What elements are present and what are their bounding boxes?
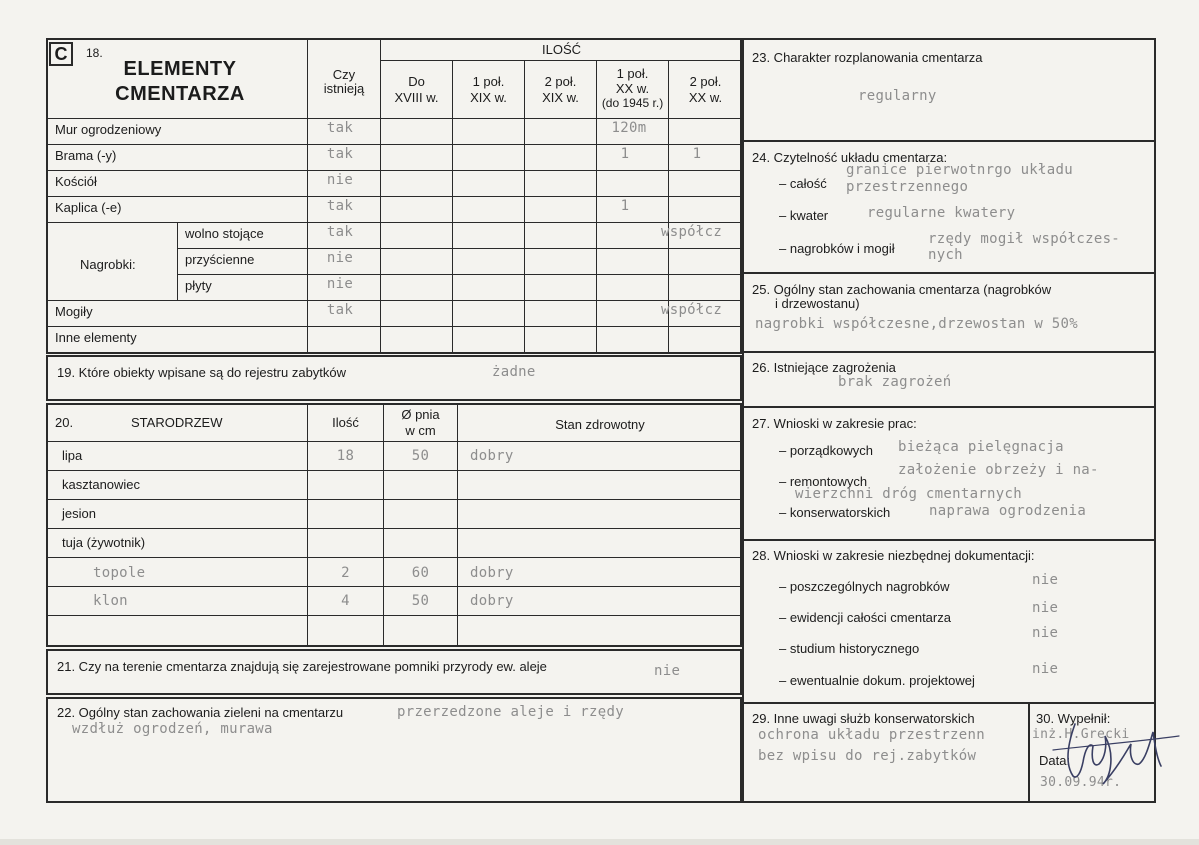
section-24-calosc-label: – całość	[779, 176, 827, 191]
qty-brama-1: 1	[620, 146, 630, 162]
section-20-title: STARODRZEW	[131, 415, 223, 430]
section-30-date-label: Data:	[1039, 753, 1071, 768]
section-27-porzadkowych-label: – porządkowych	[779, 443, 873, 458]
section-22-value-2: wzdłuż ogrodzeń, murawa	[72, 721, 273, 737]
period-3-line1: 2 poł.	[544, 74, 577, 89]
section-20-box	[46, 403, 742, 647]
col-exists-header-2: istnieją	[323, 81, 365, 96]
tree-name: tuja (żywotnik)	[62, 535, 146, 550]
section-29-value-1: ochrona układu przestrzenn	[758, 727, 985, 743]
tree-diam: 50	[411, 593, 430, 609]
tree-health: dobry	[470, 448, 514, 464]
section-19-value: żadne	[492, 364, 536, 380]
tree-name: kasztanowiec	[62, 477, 141, 492]
tree-qty: 18	[336, 448, 355, 464]
period-4-line1: 1 poł.	[616, 66, 649, 81]
tree-name-typed: klon	[93, 593, 128, 609]
doc-item-value: nie	[1032, 572, 1059, 588]
exists-brama: tak	[326, 146, 354, 162]
section-21-value: nie	[654, 663, 681, 679]
row-label-kosciol: Kościół	[55, 174, 97, 189]
tree-diam: 60	[411, 565, 430, 581]
row-label-przyscienne: przyścienne	[185, 252, 255, 267]
tree-name: jesion	[62, 506, 96, 521]
row-label-plyty: płyty	[185, 278, 212, 293]
row-label-inne: Inne elementy	[55, 330, 137, 345]
row-label-mur: Mur ogrodzeniowy	[55, 122, 162, 137]
section-27-label: 27. Wnioski w zakresie prac:	[752, 416, 917, 431]
qty-brama-2: 1	[692, 146, 702, 162]
section-23-value: regularny	[858, 88, 937, 104]
section-29-value-2: bez wpisu do rej.zabytków	[758, 748, 977, 764]
period-1-line2: XVIII w.	[394, 90, 439, 105]
row-label-wolno: wolno stojące	[185, 226, 264, 241]
section-24-label: 24. Czytelność układu cmentarza:	[752, 150, 948, 165]
period-1-line1: Do	[408, 74, 425, 89]
period-5-line1: 2 poł.	[689, 74, 722, 89]
exists-mur: tak	[326, 120, 354, 136]
row-label-brama: Brama (-y)	[55, 148, 117, 163]
tree-diam: 50	[411, 448, 430, 464]
section-25-value: nagrobki współczesne,drzewostan w 50%	[755, 316, 1078, 332]
signature-image	[1045, 706, 1185, 788]
section-24-kwater-label: – kwater	[779, 208, 829, 223]
section-18-title-2: CMENTARZA	[115, 83, 245, 105]
doc-item-label: – ewidencji całości cmentarza	[779, 610, 951, 625]
tree-name: lipa	[62, 448, 83, 463]
section-26-label: 26. Istniejące zagrożenia	[752, 360, 896, 375]
doc-item-label: – poszczególnych nagrobków	[779, 579, 950, 594]
exists-kosciol: nie	[326, 172, 354, 188]
exists-wolno: tak	[326, 224, 354, 240]
doc-item-label: – ewentualnie dokum. projektowej	[779, 673, 975, 688]
section-18-number: 18.	[86, 46, 103, 60]
section-24-calosc-1: granice pierwotnrgo układu	[846, 162, 1073, 178]
section-20-col-diam-2: w cm	[405, 423, 436, 438]
section-letter: C	[49, 42, 73, 66]
section-26-value: brak zagrożeń	[838, 374, 952, 390]
period-5-line2: XX w.	[688, 90, 723, 105]
doc-item-label: – studium historycznego	[779, 641, 920, 656]
note-mogily: współcz	[661, 302, 723, 318]
section-25-label-2: i drzewostanu)	[775, 296, 860, 311]
row-label-nagrobki: Nagrobki:	[80, 257, 136, 272]
section-23-label: 23. Charakter rozplanowania cmentarza	[752, 50, 983, 65]
period-3-line2: XIX w.	[542, 90, 579, 105]
section-24-calosc-2: przestrzennego	[846, 179, 969, 195]
section-24-nagrobkow-2: nych	[928, 247, 963, 263]
section-25-label-1: 25. Ogólny stan zachowania cmentarza (nagrobków	[752, 282, 1052, 297]
section-19-label: 19. Które obiekty wpisane są do rejestru zabytków	[57, 365, 347, 380]
section-24-kwater-value: regularne kwatery	[867, 205, 1016, 221]
section-27-remontowych-2: wierzchni dróg cmentarnych	[795, 486, 1022, 502]
period-4-line2: XX w.	[615, 81, 650, 96]
section-30-label: 30. Wypełnił:	[1036, 711, 1111, 726]
section-18-title-1: ELEMENTY	[123, 58, 237, 80]
tree-health: dobry	[470, 565, 514, 581]
section-29-label: 29. Inne uwagi służb konserwatorskich	[752, 711, 975, 726]
section-24-nagrobkow-1: rzędy mogił współczes-	[928, 231, 1121, 247]
section-30-name: inż.H.Grecki	[1032, 727, 1130, 742]
section-27-remontowych-label: – remontowych	[779, 474, 868, 489]
section-27-konserw-value: naprawa ogrodzenia	[929, 503, 1087, 519]
section-30-date: 30.09.94r.	[1040, 775, 1122, 790]
section-27-remontowych-1: założenie obrzeży i na-	[898, 462, 1099, 478]
exists-mogily: tak	[326, 302, 354, 318]
period-2-line2: XIX w.	[470, 90, 507, 105]
col-quantity-header: ILOŚĆ	[541, 42, 581, 57]
section-20-col-health: Stan zdrowotny	[555, 417, 645, 432]
section-27-konserw-label: – konserwatorskich	[779, 505, 891, 520]
section-22-value-1: przerzedzone aleje i rzędy	[397, 704, 624, 720]
section-28-label: 28. Wnioski w zakresie niezbędnej dokumentacji:	[752, 548, 1035, 563]
doc-item-value: nie	[1032, 625, 1059, 641]
row-label-mogily: Mogiły	[55, 304, 93, 319]
tree-name-typed: topole	[93, 565, 146, 581]
note-wolno: współcz	[661, 224, 723, 240]
tree-qty: 4	[341, 593, 350, 609]
section-24-nagrobkow-label: – nagrobków i mogił	[779, 241, 895, 256]
period-4-line3: (do 1945 r.)	[601, 96, 664, 110]
doc-item-value: nie	[1032, 661, 1059, 677]
exists-plyty: nie	[326, 276, 354, 292]
section-27-porzadkowych-value: bieżąca pielęgnacja	[898, 439, 1064, 455]
doc-item-value: nie	[1032, 600, 1059, 616]
tree-health: dobry	[470, 593, 514, 609]
period-2-line1: 1 poł.	[472, 74, 505, 89]
section-20-col-qty: Ilość	[332, 415, 359, 430]
tree-qty: 2	[341, 565, 350, 581]
row-label-kaplica: Kaplica (-e)	[55, 200, 122, 215]
qty-mur: 120m	[611, 120, 647, 136]
exists-kaplica: tak	[326, 198, 354, 214]
exists-przyscienne: nie	[326, 250, 354, 266]
section-21-label: 21. Czy na terenie cmentarza znajdują się zarejestrowane pomniki przyrody ew. aleje	[57, 659, 547, 674]
qty-kaplica: 1	[620, 198, 630, 214]
section-20-number: 20.	[55, 415, 74, 430]
section-20-col-diam-1: Ø pnia	[401, 407, 440, 422]
col-exists-header-1: Czy	[332, 67, 356, 82]
section-22-label: 22. Ogólny stan zachowania zieleni na cmentarzu	[57, 705, 344, 720]
